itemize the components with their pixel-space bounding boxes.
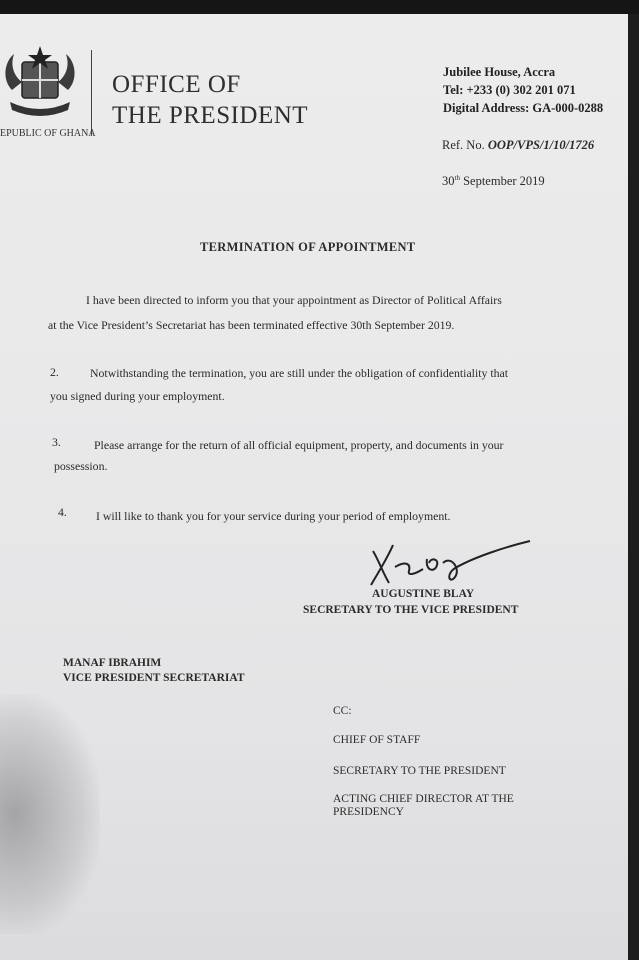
reference-number <box>442 138 594 153</box>
address-line1: Jubilee House, Accra <box>443 65 556 79</box>
coat-of-arms-icon <box>0 40 80 120</box>
photo-shadow <box>0 694 100 934</box>
letter-page <box>0 14 628 960</box>
paragraph-1-line1: I have been directed to inform you that your appointment as Director of Political Affairs <box>86 293 502 307</box>
header-divider <box>91 50 92 136</box>
paragraph-4-line1: I will like to thank you for your service during your period of employment. <box>96 509 451 523</box>
office-title-line2: THE PRESIDENT <box>112 102 309 129</box>
paragraph-2-line1: Notwithstanding the termination, you are still under the obligation of confidentiality that <box>90 366 509 380</box>
cc-item-4: PRESIDENCY <box>333 806 404 818</box>
signatory-title: SECRETARY TO THE VICE PRESIDENT <box>303 604 519 616</box>
address-line3: Digital Address: GA-000-0288 <box>443 101 604 115</box>
paragraph-3-number: 3. <box>52 435 61 449</box>
ref-value: OOP/VPS/1/10/1726 <box>487 138 595 152</box>
recipient-office: VICE PRESIDENT SECRETARIAT <box>63 672 245 684</box>
office-title-line1: OFFICE OF <box>112 71 241 98</box>
date-day: 30 <box>442 174 455 189</box>
date-rest: September 2019 <box>463 174 545 189</box>
signatory-name: AUGUSTINE BLAY <box>372 588 475 600</box>
address-line2: Tel: +233 (0) 302 201 071 <box>443 83 576 97</box>
cc-item-3: ACTING CHIEF DIRECTOR AT THE <box>333 793 514 805</box>
paragraph-2-number: 2. <box>50 365 59 379</box>
cc-item-2: SECRETARY TO THE PRESIDENT <box>333 765 506 777</box>
letter-date <box>442 174 545 189</box>
photo-right-edge <box>628 14 639 960</box>
paragraph-1-line2: at the Vice President’s Secretariat has been terminated effective 30th September 2019. <box>48 318 455 332</box>
handwritten-signature <box>365 533 535 588</box>
cc-label: CC: <box>333 705 352 717</box>
republic-label: EPUBLIC OF GHANA <box>0 128 96 139</box>
paragraph-2-line2: you signed during your employment. <box>50 389 225 403</box>
photo-top-edge <box>0 0 639 14</box>
letter-title: TERMINATION OF APPOINTMENT <box>200 240 416 254</box>
date-suffix: th <box>454 174 460 182</box>
ref-label: Ref. No. <box>442 138 485 152</box>
paragraph-3-line1: Please arrange for the return of all official equipment, property, and documents in your <box>94 438 504 452</box>
paragraph-3-line2: possession. <box>54 459 108 473</box>
recipient-name: MANAF IBRAHIM <box>63 657 162 669</box>
cc-item-1: CHIEF OF STAFF <box>333 734 421 746</box>
paragraph-4-number: 4. <box>58 505 67 519</box>
